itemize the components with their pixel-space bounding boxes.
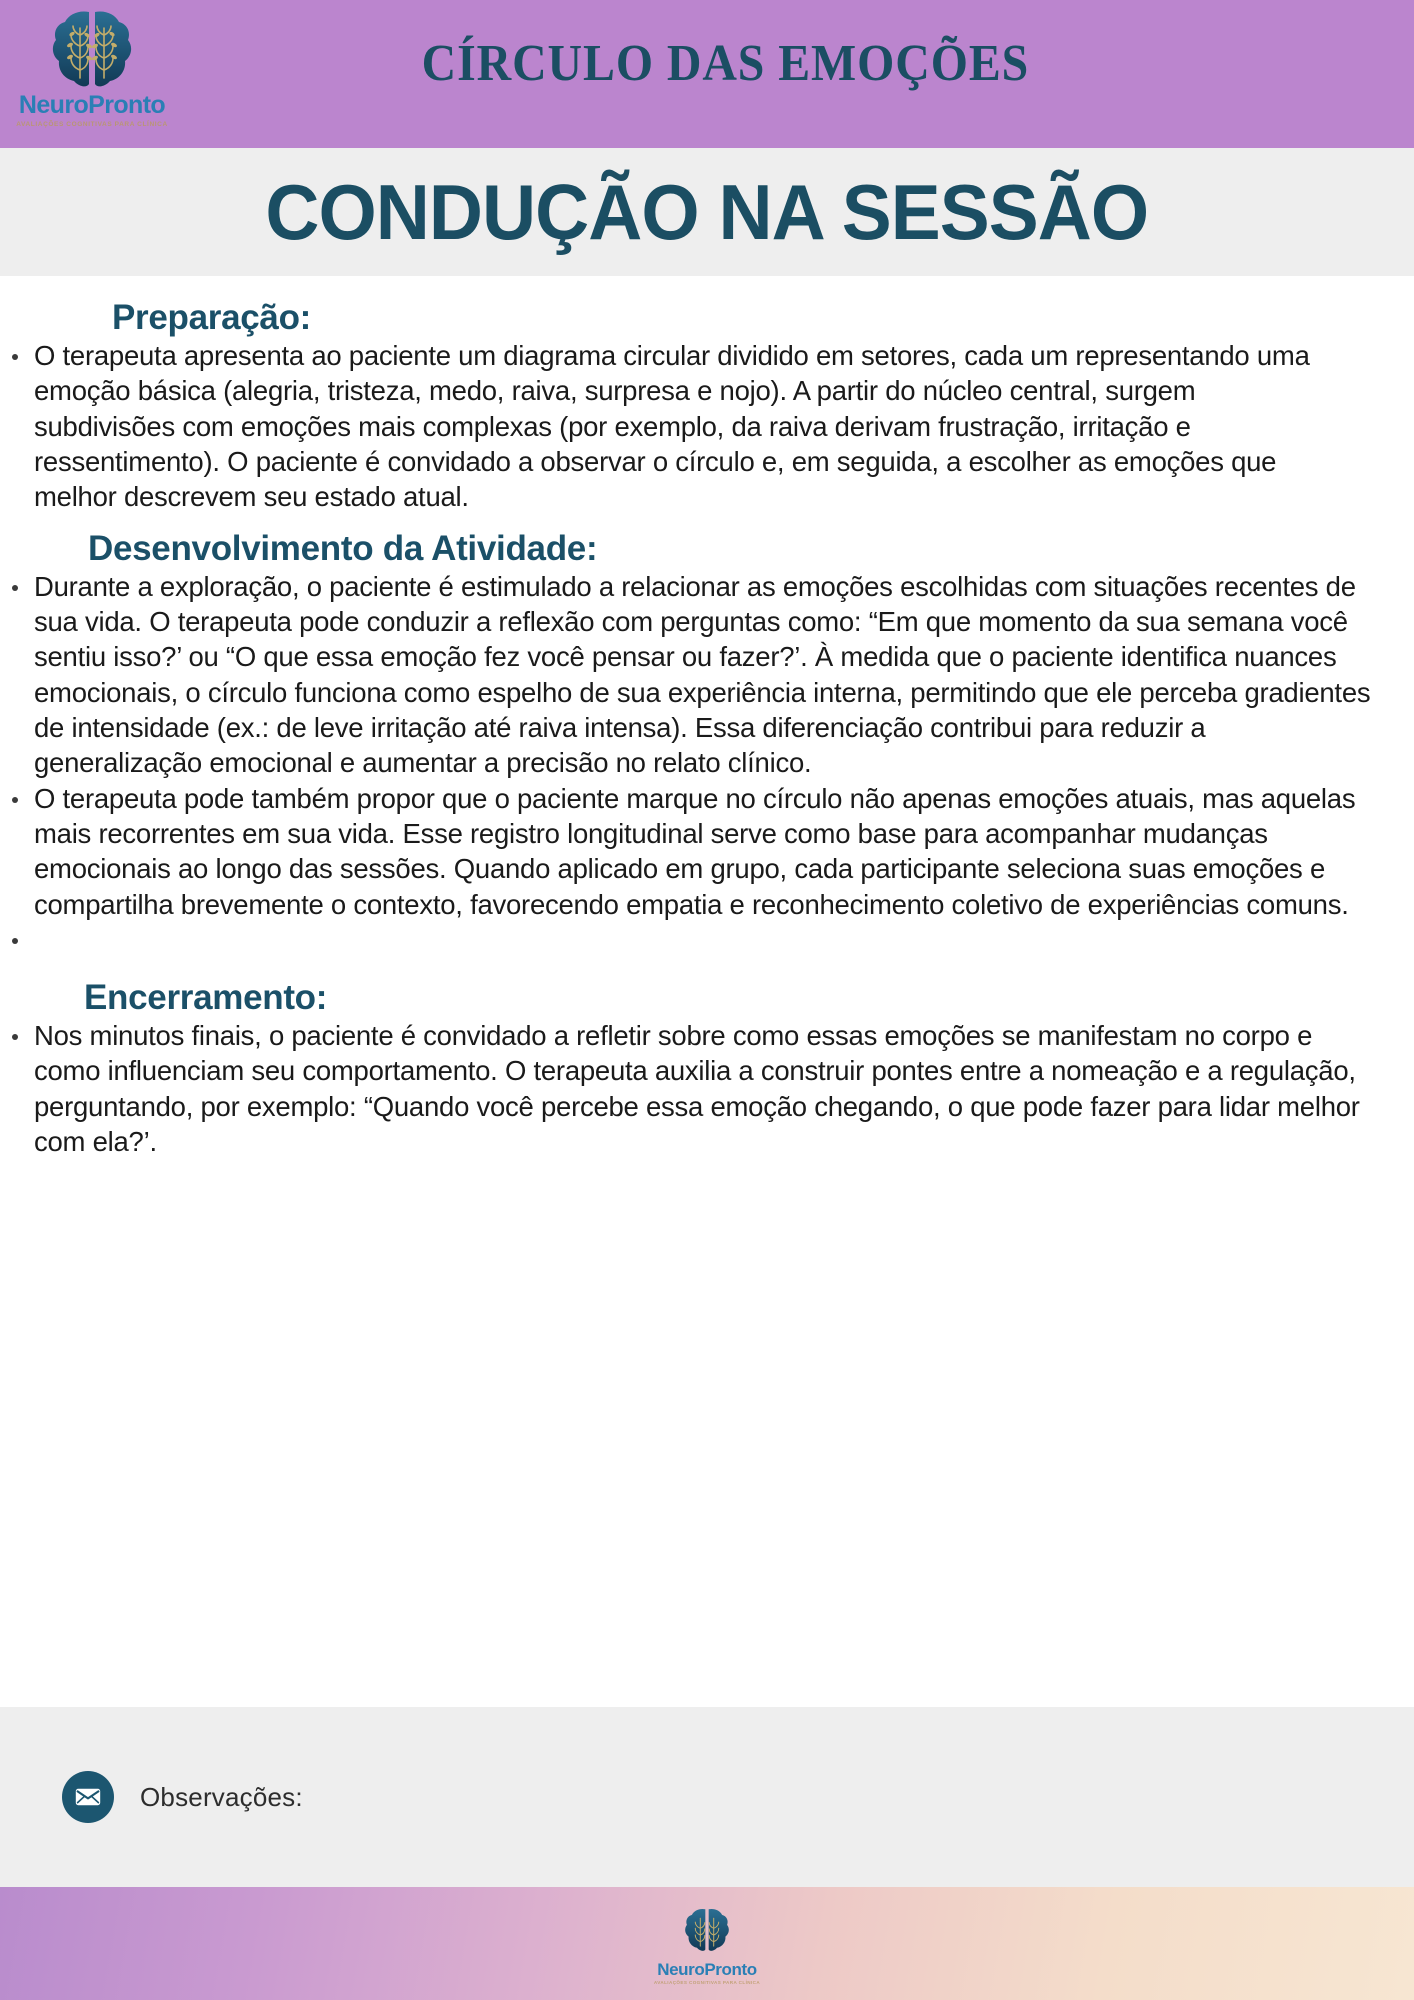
list-item-empty (34, 922, 1374, 956)
list-item: O terapeuta apresenta ao paciente um diagrama circular dividido em setores, cada um representando uma emoção básica (alegria, tristeza, medo, raiva, surpresa e nojo). A partir do núcleo central, surgem subdivisões com emoções mais complexas (por exemplo, da raiva derivam frustração, irritação e ressentimento). O paciente é convidado a observar o círculo e, em seguida, a escolher as emoções que melhor descrevem seu estado atual. (34, 338, 1374, 515)
page-footer (0, 1887, 1414, 2000)
section-heading-preparation: Preparação: (112, 298, 312, 337)
brand-logo-footer (654, 1907, 760, 1985)
preparation-bullet-list (34, 338, 1374, 515)
main-content (0, 276, 1414, 1159)
brain-logo-icon-footer (683, 1907, 731, 1959)
header-title: CÍRCULO DAS EMOÇÕES (421, 35, 1030, 92)
envelope-icon (62, 1771, 114, 1823)
observations-label: Observações: (140, 1781, 303, 1812)
page-header (0, 0, 1414, 148)
section-heading-closing: Encerramento: (84, 977, 328, 1017)
page-title: CONDUÇÃO NA SESSÃO (265, 168, 1149, 256)
brand-name-footer: NeuroPronto (657, 1959, 757, 1979)
list-item: O terapeuta pode também propor que o paciente marque no círculo não apenas emoções atuais, mas aquelas mais recorrentes em sua vida. Esse registro longitudinal serve como base para acompanhar mudanças emocionais ao longo das sessões. Quando aplicado em grupo, cada participante seleciona suas emoções e compartilha brevemente o contexto, favorecendo empatia e reconhecimento coletivo de experiências comuns. (34, 781, 1374, 922)
development-bullet-list (34, 569, 1374, 956)
brand-tagline-footer: AVALIAÇÕES COGNITIVAS PARA CLÍNICA (653, 1979, 761, 1985)
brand-tagline-header: AVALIAÇÕES COGNITIVAS PARA CLÍNICA (16, 121, 168, 128)
observations-section (0, 1707, 1414, 1887)
list-item: Nos minutos finais, o paciente é convidado a refletir sobre como essas emoções se manifestam no corpo e como influenciam seu comportamento. O terapeuta auxilia a construir pontes entre a nomeação e a regulação, perguntando, por exemplo: “Quando você percebe essa emoção chegando, o que pode fazer para lidar melhor com ela?’. (34, 1018, 1374, 1159)
closing-bullet-list (34, 1018, 1374, 1159)
main-title-band (0, 148, 1414, 276)
list-item: Durante a exploração, o paciente é estimulado a relacionar as emoções escolhidas com situações recentes de sua vida. O terapeuta pode conduzir a reflexão com perguntas como: “Em que momento da sua semana você sentiu isso?’ ou “O que essa emoção fez você pensar ou fazer?’. À medida que o paciente identifica nuances emocionais, o círculo funciona como espelho de sua experiência interna, permitindo que ele perceba gradientes de intensidade (ex.: de leve irritação até raiva intensa). Essa diferenciação contribui para reduzir a generalização emocional e aumentar a precisão no relato clínico. (34, 569, 1374, 781)
section-heading-development: Desenvolvimento da Atividade: (88, 528, 598, 568)
brand-name-header: NeuroPronto (18, 91, 166, 119)
